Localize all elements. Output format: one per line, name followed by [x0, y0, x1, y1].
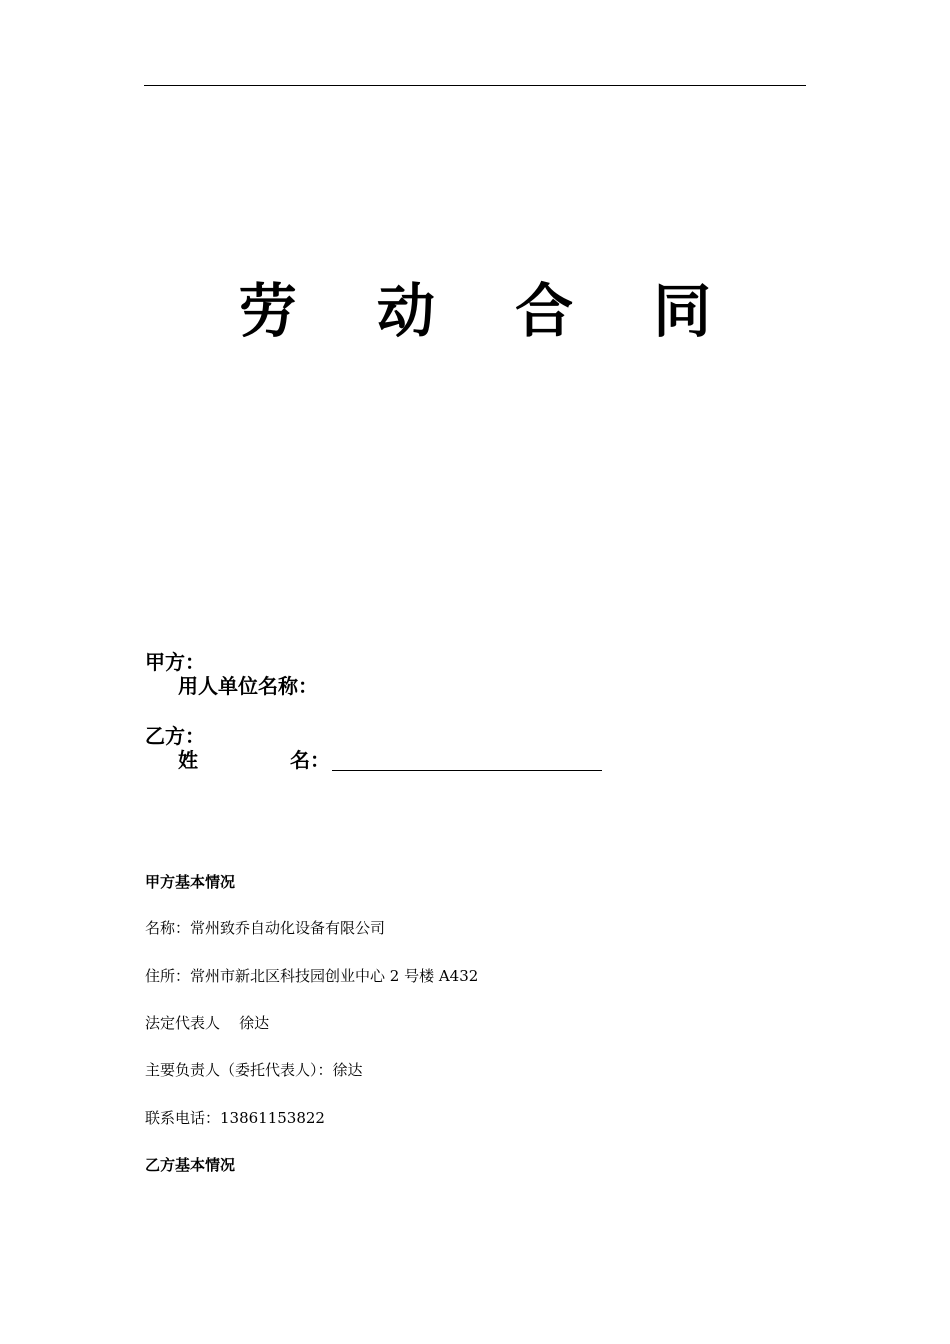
company-address-line: 住所：常州市新北区科技园创业中心 2 号楼 A432 [145, 967, 479, 985]
party-b-label: 乙方： [145, 724, 205, 748]
party-a-label: 甲方： [145, 650, 205, 674]
employee-name-row [178, 748, 608, 772]
document-title: 劳 动 合 同 [238, 277, 742, 345]
name-label-second-char: 名： [290, 748, 330, 772]
header-rule [144, 85, 806, 86]
party-b-info-heading: 乙方基本情况 [145, 1156, 236, 1174]
principal-line: 主要负责人（委托代表人）：徐达 [145, 1061, 363, 1079]
legal-representative-line: 法定代表人 徐达 [145, 1014, 270, 1032]
phone-line: 联系电话：13861153822 [145, 1109, 325, 1127]
company-name-line: 名称：常州致乔自动化设备有限公司 [145, 919, 386, 937]
party-a-info-heading: 甲方基本情况 [145, 873, 236, 891]
employee-name-blank[interactable] [332, 770, 602, 771]
name-label-first-char: 姓 [178, 748, 198, 772]
employer-name-label: 用人单位名称： [178, 674, 318, 698]
